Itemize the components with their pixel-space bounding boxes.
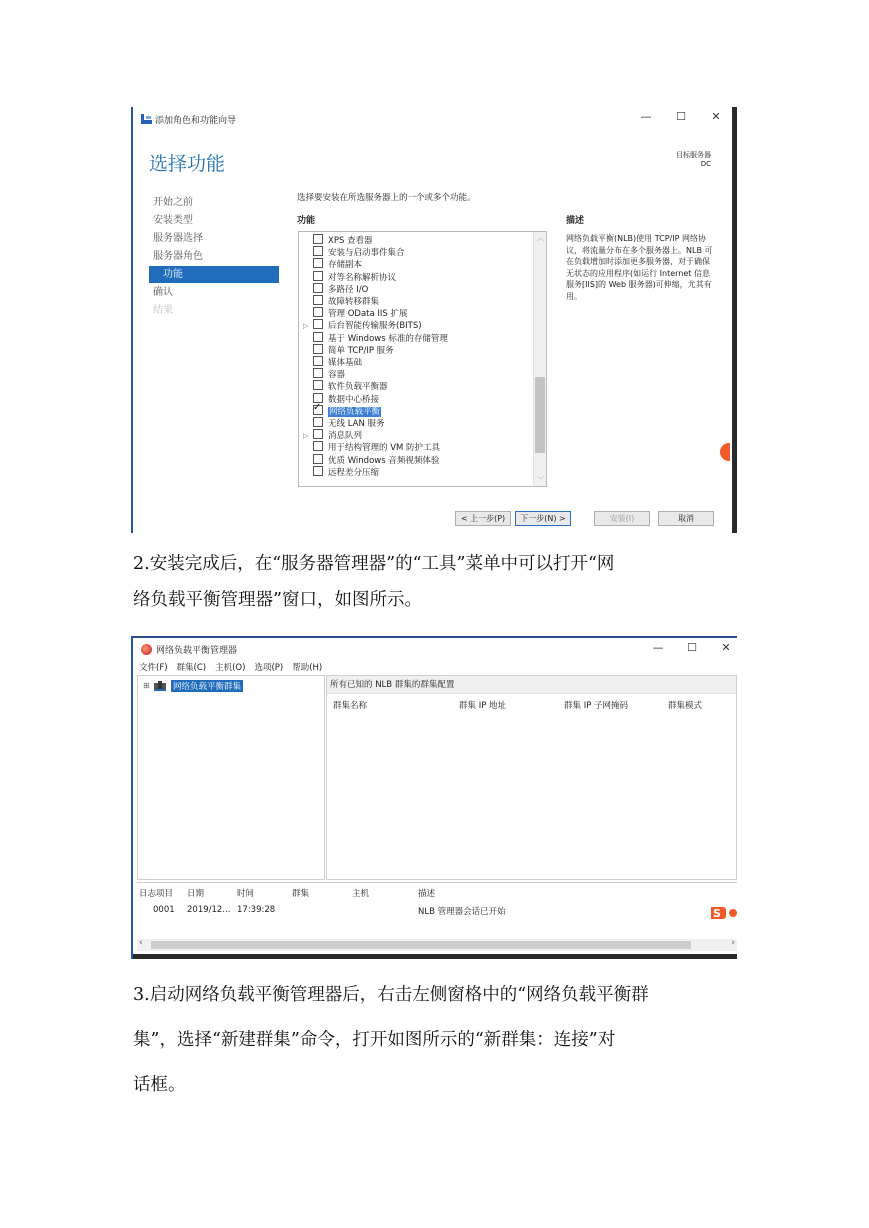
paragraph-line: 集”，选择“新建群集”命令，打开如图所示的“新群集：连接”对 xyxy=(133,1030,616,1050)
window-edge xyxy=(732,107,737,533)
wizard-nav-item[interactable]: 服务器选择 xyxy=(153,233,203,244)
feature-label: 远程差分压缩 xyxy=(328,467,380,478)
description-text: 网络负载平衡(NLB)使用 TCP/IP 网络协议，将流量分布在多个服务器上。NLB 可在负载增加时添加更多服务器，对于确保无状态的应用程序(如运行 Internet 信息服务[IIS]的 Web 服务器)可伸缩，尤其有用。 xyxy=(566,234,713,301)
log-column-header[interactable]: 时间 xyxy=(237,889,255,899)
paragraph-step-3 xyxy=(133,977,739,1103)
page-title: 选择功能 xyxy=(149,153,226,175)
feature-checkbox[interactable] xyxy=(313,344,323,354)
log-column-header[interactable]: 主机 xyxy=(352,889,370,899)
maximize-icon[interactable]: ☐ xyxy=(676,110,686,123)
feature-checkbox[interactable] xyxy=(313,429,323,439)
menu-item[interactable]: 主机(O) xyxy=(215,663,246,673)
feature-item[interactable] xyxy=(303,441,440,453)
feature-item[interactable] xyxy=(303,429,362,441)
window-edge xyxy=(133,954,737,959)
feature-label: 用于结构管理的 VM 防护工具 xyxy=(328,443,441,454)
feature-item[interactable] xyxy=(303,283,368,295)
paragraph-line: 话框。 xyxy=(133,1075,186,1095)
feature-checkbox[interactable] xyxy=(313,368,323,378)
wizard-nav-item[interactable]: 结果 xyxy=(153,305,173,316)
feature-checkbox[interactable] xyxy=(313,283,323,293)
feature-label: 媒体基础 xyxy=(328,358,363,368)
feature-label: 多路径 I/O xyxy=(328,284,369,295)
feature-label: 软件负载平衡器 xyxy=(328,382,388,393)
maximize-icon[interactable]: ☐ xyxy=(687,641,697,654)
feature-item[interactable] xyxy=(303,234,373,246)
scroll-down-icon[interactable]: ﹀ xyxy=(537,476,544,484)
paragraph-line: 2.安装完成后，在“服务器管理器”的“工具”菜单中可以打开“网 xyxy=(133,554,615,574)
next-button[interactable]: 下一步(N) > xyxy=(515,511,571,526)
feature-checkbox[interactable] xyxy=(313,295,323,305)
feature-label: 网络负载平衡 xyxy=(329,406,381,417)
log-column-header[interactable]: 日期 xyxy=(187,889,205,899)
feature-checkbox[interactable] xyxy=(313,441,323,451)
feature-item[interactable] xyxy=(303,246,405,258)
expand-icon[interactable]: ▷ xyxy=(303,322,309,331)
sogou-ime-icon xyxy=(708,904,737,922)
log-column-header[interactable]: 描述 xyxy=(418,889,436,899)
feature-label: 安装与启动事件集合 xyxy=(328,248,405,259)
log-entry-id: 0001 xyxy=(153,905,175,915)
horizontal-scrollbar[interactable] xyxy=(137,939,737,951)
feature-label: 管理 OData IIS 扩展 xyxy=(328,309,408,320)
menu-item[interactable]: 选项(P) xyxy=(254,663,284,673)
feature-item[interactable] xyxy=(303,405,381,417)
feature-label: 无线 LAN 服务 xyxy=(328,419,385,429)
tree-item-nlb-clusters[interactable]: 网络负载平衡群集 xyxy=(173,682,242,692)
feature-checkbox[interactable] xyxy=(313,307,323,317)
feature-checkbox[interactable] xyxy=(313,417,323,427)
feature-label: 优质 Windows 音频视频体验 xyxy=(328,455,440,466)
log-entry-date: 2019/12... xyxy=(187,905,231,915)
log-entry-description: NLB 管理器会话已开始 xyxy=(418,907,506,917)
feature-item[interactable] xyxy=(303,368,345,380)
scroll-thumb[interactable] xyxy=(151,941,691,949)
log-pane xyxy=(137,882,737,941)
feature-item[interactable] xyxy=(303,332,448,344)
feature-checkbox[interactable] xyxy=(313,466,323,476)
target-server-name: DC xyxy=(700,160,711,168)
feature-label: 后台智能传输服务(BITS) xyxy=(328,321,422,332)
feature-label: 简单 TCP/IP 服务 xyxy=(328,345,394,356)
menu-item[interactable]: 帮助(H) xyxy=(292,663,323,673)
menu-item[interactable]: 群集(C) xyxy=(176,663,207,673)
log-column-header[interactable]: 日志项目 xyxy=(139,889,174,899)
instruction-text: 选择要安装在所选服务器上的一个或多个功能。 xyxy=(297,193,476,203)
menu-bar xyxy=(139,661,331,673)
feature-item[interactable] xyxy=(303,307,408,319)
window-title: 网络负载平衡管理器 xyxy=(156,646,238,656)
menu-item[interactable]: 文件(F) xyxy=(139,663,168,673)
feature-item[interactable] xyxy=(303,258,362,270)
feature-checkbox[interactable] xyxy=(313,356,323,366)
feature-item[interactable] xyxy=(303,271,396,283)
nlb-manager-screenshot xyxy=(131,636,737,959)
wizard-nav-item[interactable]: 开始之前 xyxy=(153,197,193,208)
column-header[interactable]: 群集 IP 子网掩码 xyxy=(564,701,629,711)
feature-checkbox[interactable] xyxy=(313,380,323,390)
feature-label: 消息队列 xyxy=(328,431,363,442)
feature-label: 基于 Windows 标准的存储管理 xyxy=(328,333,448,344)
scroll-up-icon[interactable]: ︿ xyxy=(537,234,544,242)
log-column-header[interactable]: 群集 xyxy=(292,889,310,899)
feature-label: 对等名称解析协议 xyxy=(328,272,397,283)
feature-checkbox[interactable] xyxy=(313,454,323,464)
svg-text:S: S xyxy=(713,907,721,920)
feature-checkbox[interactable] xyxy=(313,319,323,329)
paragraph-line: 3.启动网络负载平衡管理器后，右击左侧窗格中的“网络负载平衡群 xyxy=(133,985,649,1005)
scroll-right-icon[interactable]: › xyxy=(731,938,735,948)
feature-checkbox[interactable] xyxy=(313,332,323,342)
cluster-config-pane xyxy=(326,675,737,880)
feature-label: XPS 查看器 xyxy=(328,236,373,246)
feature-item[interactable] xyxy=(303,344,394,356)
sogou-ime-icon xyxy=(720,443,730,461)
prev-button[interactable]: < 上一步(P) xyxy=(455,511,511,526)
feature-checkbox[interactable] xyxy=(313,234,323,244)
description-heading: 描述 xyxy=(566,216,585,226)
feature-checkbox[interactable] xyxy=(313,258,323,268)
paragraph-step-2 xyxy=(133,546,739,618)
feature-item[interactable] xyxy=(303,295,379,307)
log-entry-time: 17:39:28 xyxy=(237,905,276,915)
column-header[interactable]: 群集名称 xyxy=(333,701,368,711)
column-header[interactable]: 群集 IP 地址 xyxy=(459,701,507,711)
wizard-nav-item[interactable]: 确认 xyxy=(153,287,173,298)
feature-checkbox[interactable] xyxy=(313,405,323,415)
feature-label: 数据中心桥接 xyxy=(328,394,380,405)
feature-checkbox[interactable] xyxy=(313,271,323,281)
feature-label: 容器 xyxy=(328,370,346,381)
nlb-app-icon xyxy=(141,644,152,655)
feature-item[interactable] xyxy=(303,466,379,478)
window-top-border xyxy=(133,636,737,638)
feature-item[interactable] xyxy=(303,454,439,466)
feature-checkbox[interactable] xyxy=(313,246,323,256)
paragraph-line: 络负载平衡管理器”窗口，如图所示。 xyxy=(133,590,422,610)
feature-label: 存储副本 xyxy=(328,260,363,271)
pane-header: 所有已知的 NLB 群集的群集配置 xyxy=(327,676,736,694)
expand-icon[interactable]: ▷ xyxy=(303,432,309,441)
scroll-thumb[interactable] xyxy=(535,377,545,453)
feature-item[interactable] xyxy=(303,319,422,331)
minimize-icon[interactable]: — xyxy=(652,641,664,654)
close-icon[interactable]: ✕ xyxy=(711,110,721,123)
wizard-nav-item[interactable]: 安装类型 xyxy=(153,215,193,226)
features-heading: 功能 xyxy=(297,216,316,226)
column-header[interactable]: 群集模式 xyxy=(668,701,703,711)
wizard-nav-item[interactable]: 服务器角色 xyxy=(153,251,203,262)
features-scrollbar[interactable] xyxy=(533,232,546,486)
tree-expand-icon[interactable]: ⊞ xyxy=(143,681,150,690)
feature-item[interactable] xyxy=(303,380,388,392)
add-roles-features-wizard-screenshot xyxy=(131,107,737,533)
cluster-icon xyxy=(154,681,166,691)
target-server-label: 目标服务器 xyxy=(676,151,711,159)
close-icon[interactable]: ✕ xyxy=(721,641,731,654)
scroll-left-icon[interactable]: ‹ xyxy=(139,938,143,948)
features-list[interactable] xyxy=(298,231,547,487)
server-manager-icon xyxy=(141,114,152,124)
feature-label: 故障转移群集 xyxy=(328,297,380,307)
feature-item[interactable] xyxy=(303,356,362,368)
cluster-tree-pane xyxy=(137,675,325,880)
minimize-icon[interactable]: — xyxy=(640,110,652,123)
install-button[interactable]: 安装(I) xyxy=(594,511,650,526)
feature-item[interactable] xyxy=(303,417,385,429)
cancel-button[interactable]: 取消 xyxy=(658,511,714,526)
wizard-nav-item[interactable]: 功能 xyxy=(149,266,279,283)
window-title: 添加角色和功能向导 xyxy=(155,116,237,126)
